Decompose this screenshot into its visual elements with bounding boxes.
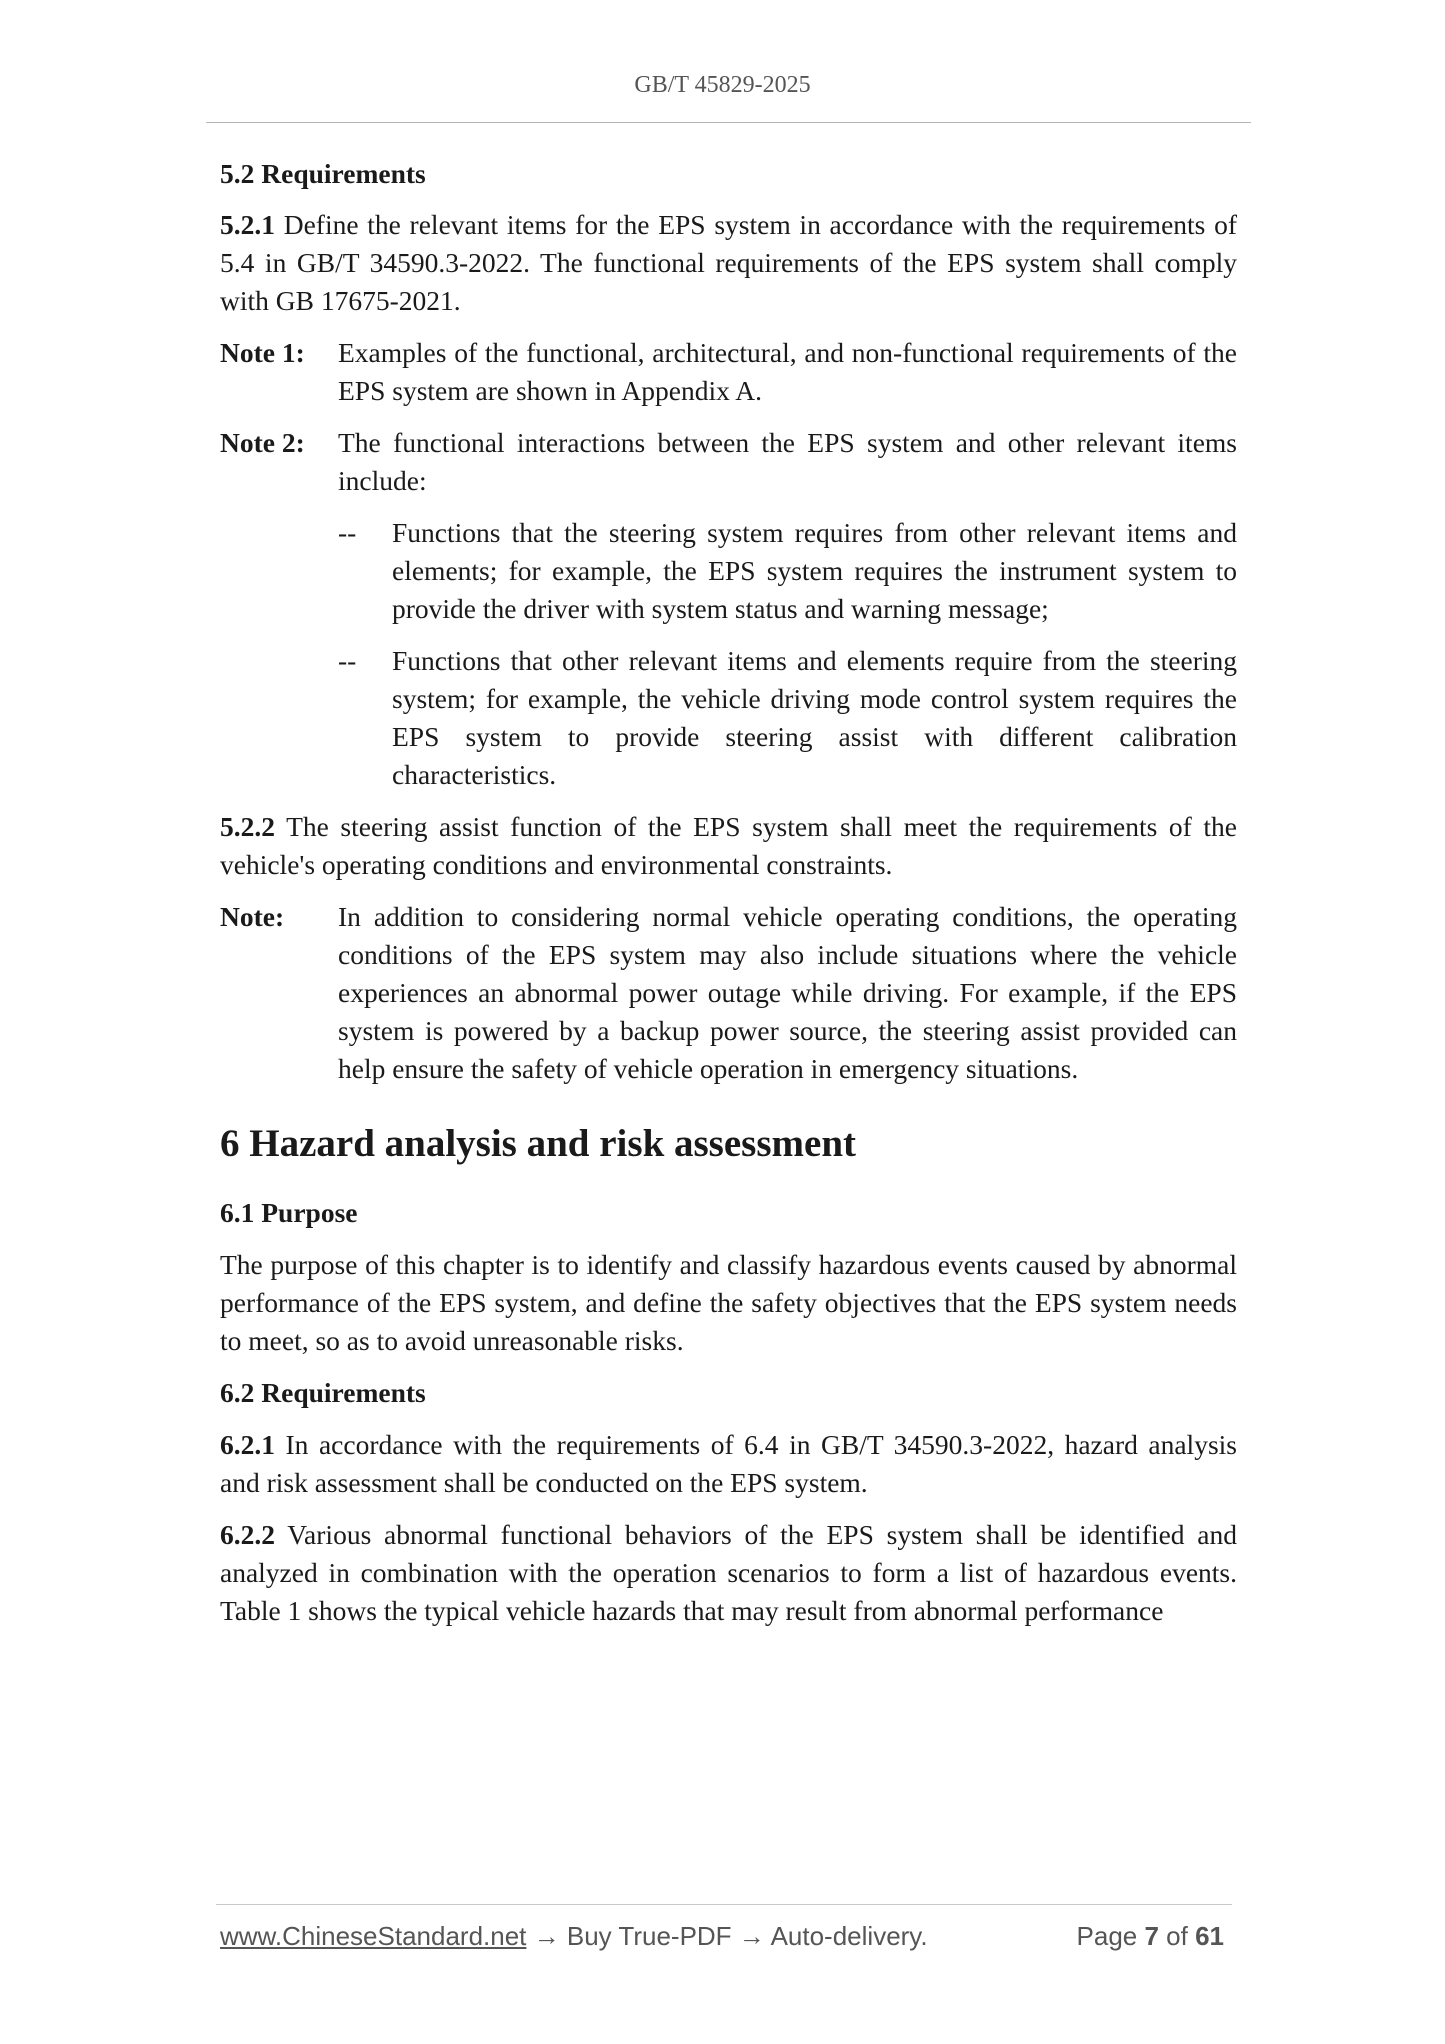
list-item [338,514,1237,628]
page-total: 61 [1195,1921,1224,1951]
clause-text: The steering assist function of the EPS system shall meet the requirements of the vehicle's operating conditions and environmental constraints. [220,811,1237,880]
section-6-2-heading: 6.2 Requirements [220,1377,426,1408]
list-item-text: Functions that other relevant items and elements require from the steering system; for example, the vehicle driving mode control system requires the EPS system to provide steering assist with different calibration characteristics. [392,645,1237,790]
section-5-2-heading: 5.2 Requirements [220,158,426,189]
note-3 [220,898,1237,1088]
clause-text: Various abnormal functional behaviors of the EPS system shall be identified and analyzed in combination with the operation scenarios to form a list of hazardous events. Table 1 shows the typical vehicle hazards that may result from abnormal performance [220,1519,1237,1626]
clause-6-2-1 [220,1426,1237,1502]
website-link[interactable]: www.ChineseStandard.net [220,1921,527,1951]
note-label: Note 2: [220,427,305,458]
note-1 [220,334,1237,410]
section-6-1-heading: 6.1 Purpose [220,1197,358,1228]
clause-5-2-1 [220,206,1237,320]
clause-number: 6.2.1 [220,1429,275,1460]
note-text: In addition to considering normal vehicle operating conditions, the operating conditions of the EPS system may also include situations where the vehicle experiences an abnormal power outage while driving. For example, if the EPS system is powered by a backup power source, the steering assist provided can help ensure the safety of vehicle operation in emergency situations. [338,901,1237,1084]
footer-divider [216,1904,1232,1905]
footer-promo [220,1921,928,1952]
section-6-1-text: The purpose of this chapter is to identify and classify hazardous events caused by abnormal performance of the EPS system, and define the safety objectives that the EPS system needs to meet, so as to avoid unreasonable risks. [220,1249,1237,1356]
clause-6-2-2 [220,1516,1237,1630]
of-word: of [1158,1921,1196,1951]
list-item [338,642,1237,794]
list-dash: -- [338,645,357,676]
clause-text: In accordance with the requirements of 6.4 in GB/T 34590.3-2022, hazard analysis and risk assessment shall be conducted on the EPS system. [220,1429,1237,1498]
running-header: GB/T 45829-2025 [634,72,811,98]
note-text: Examples of the functional, architectural, and non-functional requirements of the EPS system are shown in Appendix A. [338,337,1237,406]
clause-number: 5.2.2 [220,811,275,842]
footer-promo-text: → Buy True-PDF → Auto-delivery. [526,1921,928,1951]
clause-number: 5.2.1 [220,209,275,240]
note-text: The functional interactions between the EPS system and other relevant items include: [338,427,1237,496]
clause-number: 6.2.2 [220,1519,275,1550]
document-body [220,155,1237,1630]
note-label: Note: [220,901,285,932]
note-label: Note 1: [220,337,305,368]
section-6-heading: 6 Hazard analysis and risk assessment [220,1122,856,1165]
list-dash: -- [338,517,357,548]
page-number: 7 [1144,1921,1159,1951]
note-2 [220,424,1237,500]
list-item-text: Functions that the steering system requires from other relevant items and elements; for example, the EPS system requires the instrument system to provide the driver with system status and warning message; [392,517,1237,624]
page-word: Page [1076,1921,1145,1951]
header-divider [206,122,1251,123]
clause-text: Define the relevant items for the EPS system in accordance with the requirements of 5.4 in GB/T 34590.3-2022. The functional requirements of the EPS system shall comply with GB 17675-2021. [220,209,1237,316]
page-indicator [1077,1921,1224,1952]
clause-5-2-2 [220,808,1237,884]
